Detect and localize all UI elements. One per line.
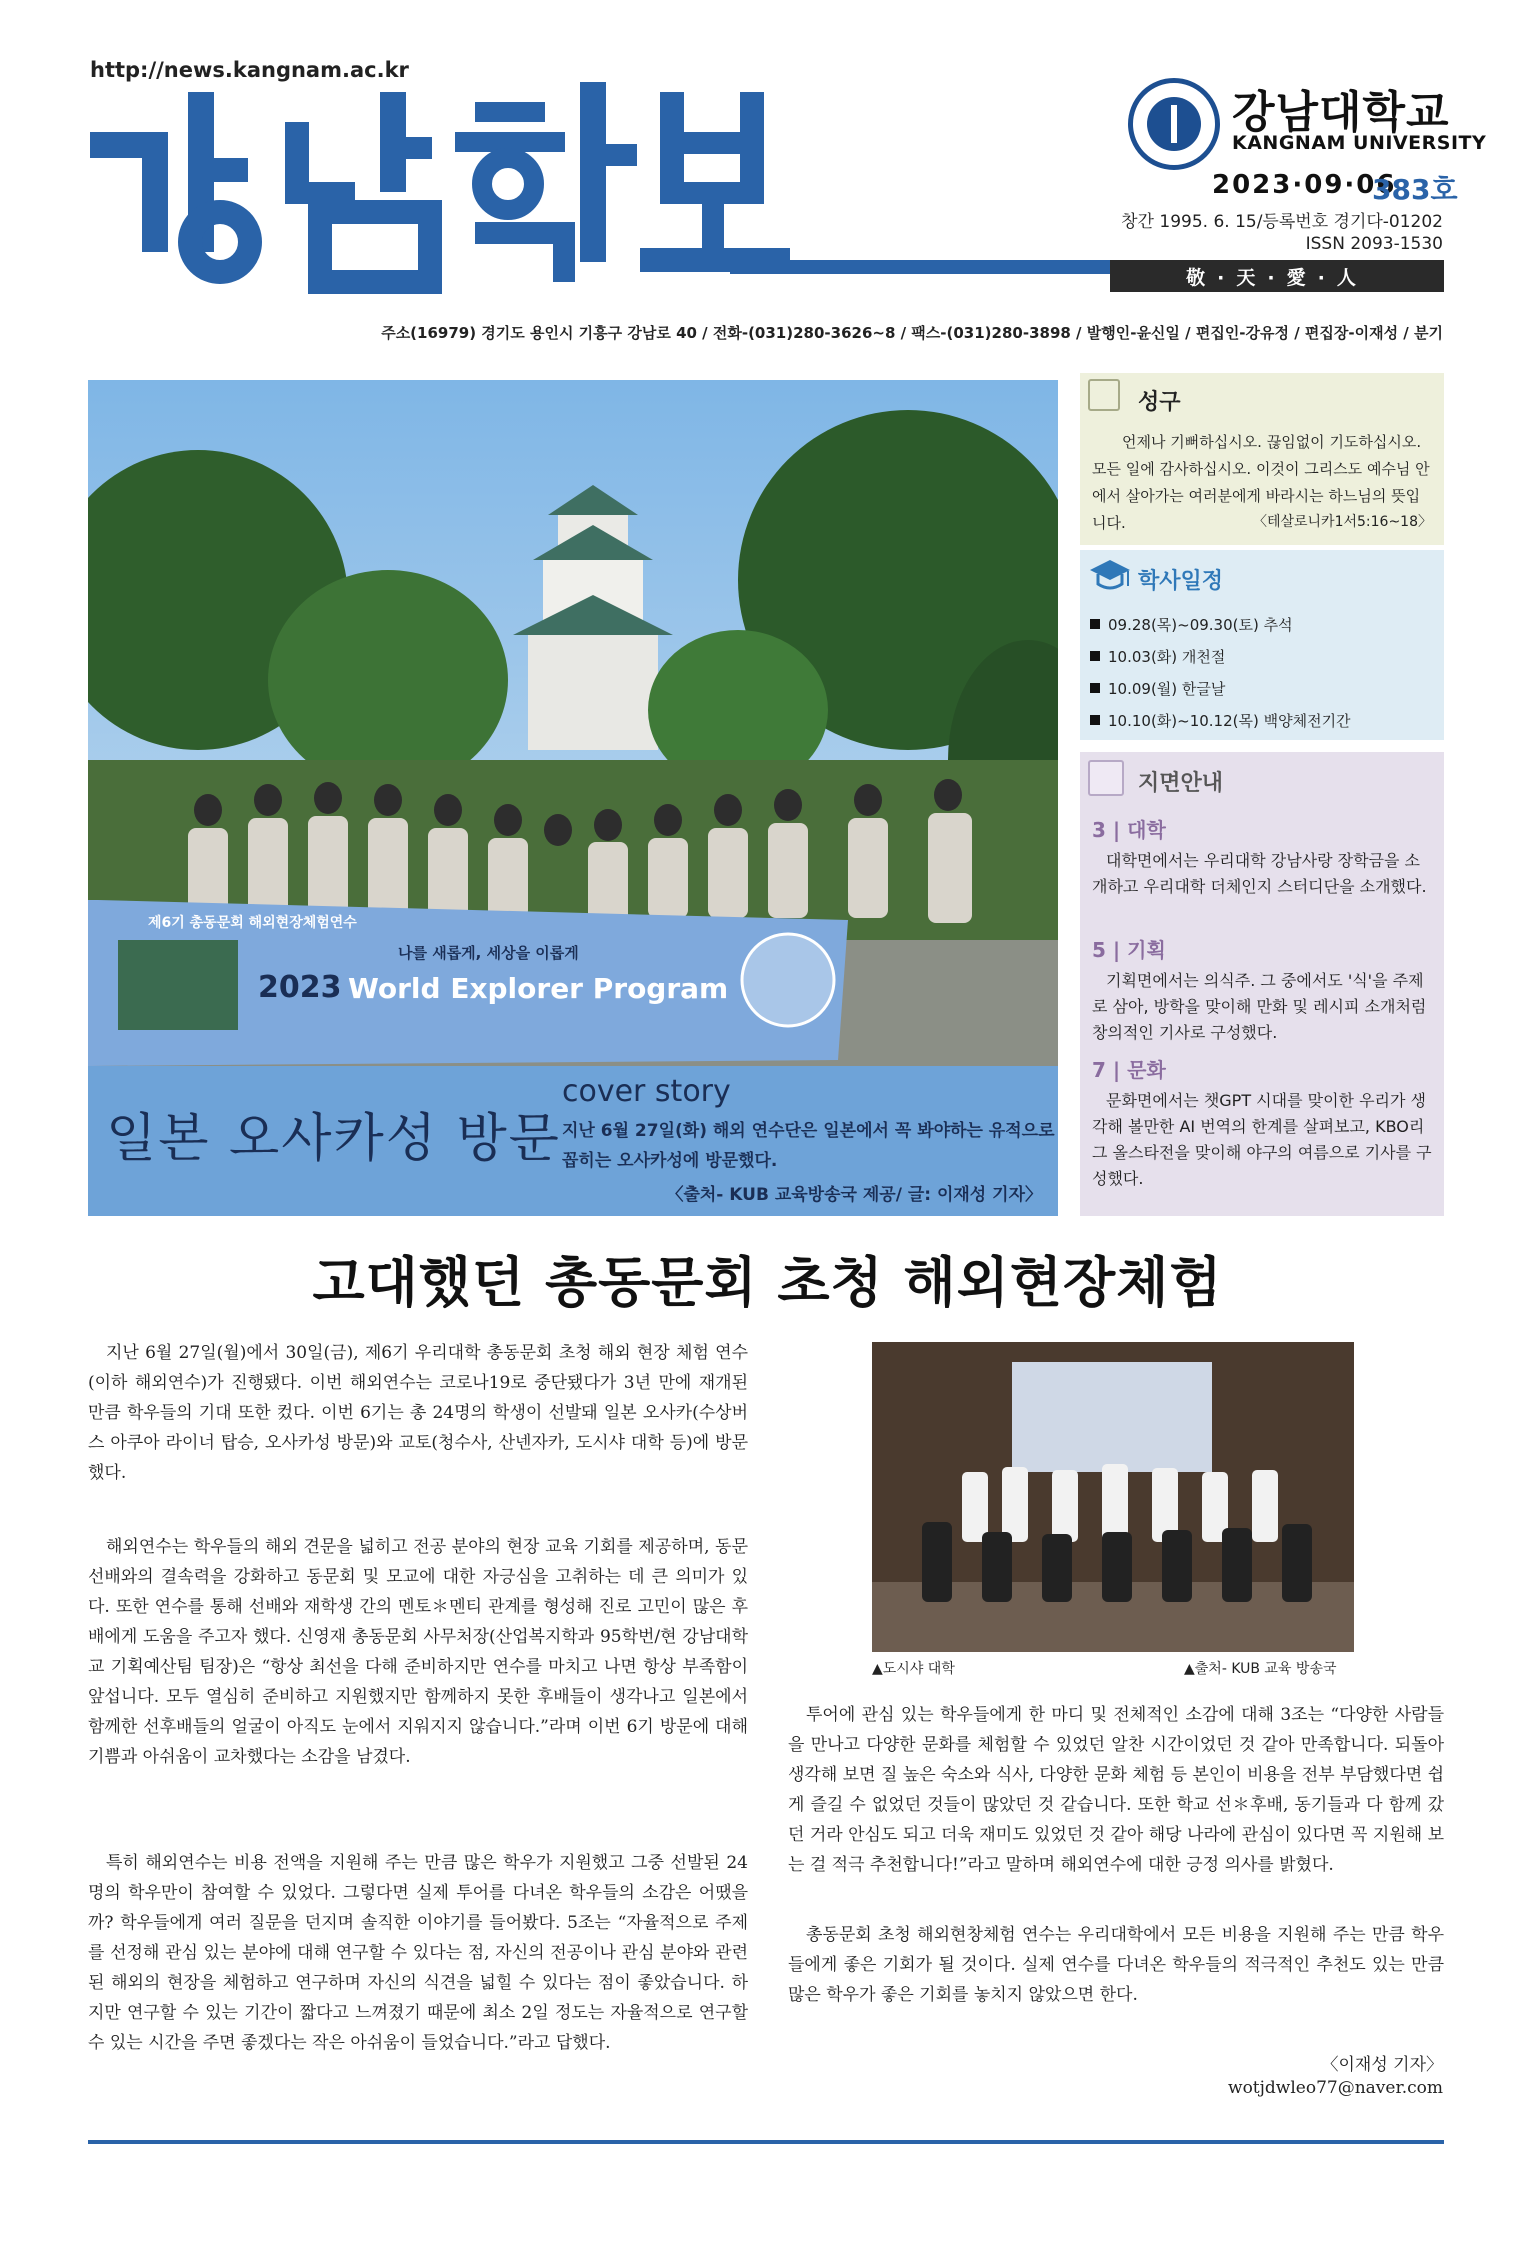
banner-small-text: 제6기 총동문회 해외현장체험연수: [148, 915, 357, 931]
article-paragraph: 지난 6월 27일(월)에서 30일(금), 제6기 우리대학 총동문회 초청 해외 현장 체험 연수(이하 해외연수)가 진행됐다. 이번 해외연수는 코로나19로 중단됐다가 3년 만에 재개된 만큼 학우들의 기대 또한 컸다. 이번 6기는 총 24명의 학생이 선발돼 일본 오사카(수상버스 아쿠아 라이너 탑승, 오사카성 방문)와 교토(청수사, 산넨자카, 도시샤 대학 등)에 방문했다.: [88, 1343, 748, 1483]
guide-section-text: 문화면에서는 챗GPT 시대를 맞이한 우리가 생각해 볼만한 AI 번역의 한계를 살펴보고, KBO리그 올스타전을 맞이해 야구의 여름으로 기사를 구성했다.: [1092, 1091, 1432, 1188]
university-name-en: KANGNAM UNIVERSITY: [1232, 132, 1487, 154]
page-guide-title: 지면안내: [1138, 771, 1224, 796]
issue-date: 2023·09·06: [1212, 170, 1397, 200]
publisher-address: 주소(16979) 경기도 용인시 기흥구 강남로 40 / 전화-(031)280-3626~8 / 팩스-(031)280-3898 / 발행인-윤신일 / 편집인-강유정 / 편집장-이재성 / 분기: [381, 324, 1443, 342]
guide-section-head: 7 | 문화: [1092, 1058, 1166, 1082]
masthead-rule: [730, 260, 1130, 274]
cover-story: [88, 380, 1058, 1216]
motto-bar: 敬·天·愛·人: [1110, 260, 1444, 292]
guide-section-text: 대학면에서는 우리대학 강남사랑 장학금을 소개하고 우리대학 더체인지 스터디단을 소개했다.: [1092, 851, 1427, 896]
verse-box: [1080, 373, 1444, 545]
issue-number: 383호: [1372, 173, 1458, 206]
cover-story-label: cover story: [562, 1074, 731, 1109]
article-paragraph: 특히 해외연수는 비용 전액을 지원해 주는 만큼 많은 학우가 지원했고 그중 선발된 24명의 학우만이 참여할 수 있었다. 그렇다면 실제 투어를 다녀온 학우들의 소감은 어땠을까? 학우들에게 여러 질문을 던지며 솔직한 이야기를 들어봤다. 5조는 “자율적으로 주제를 선정해 관심 있는 분야에 대해 연구할 수 있다는 점, 자신의 전공이나 관심 분야와 관련된 해외의 현장을 체험하고 연구하며 자신의 식견을 넓힐 수 있다는 점이 좋았습니다. 하지만 연구할 수 있는 기간이 짧다고 느껴졌기 때문에 최소 2일 정도는 자율적으로 연구할 수 있는 시간을 주면 좋겠다는 작은 아쉬움이 들었습니다.”라고 답했다.: [88, 1853, 748, 2053]
schedule-item: 10.10(화)~10.12(목) 백양체전기간: [1090, 710, 1351, 731]
article-paragraph: 해외연수는 학우들의 해외 견문을 넓히고 전공 분야의 현장 교육 기회를 제공하며, 동문 선배와의 결속력을 강화하고 동문회 및 모교에 대한 자긍심을 고취하는 데 큰 의미가 있다. 또한 연수를 통해 선배와 재학생 간의 멘토＊멘티 관계를 형성해 진로 고민이 많은 후배에게 도움을 주고자 했다. 신영재 총동문회 사무처장(산업복지학과 95학번/현 강남대학교 기획예산팀 팀장)은 “항상 최선을 다해 준비하지만 연수를 마치고 나면 항상 부족함이 앞섭니다. 모두 열심히 준비하고 지원했지만 함께하지 못한 후배들이 생각나고 일본에서 함께한 선후배들의 얼굴이 아직도 눈에서 지워지지 않습니다.”라며 이번 6기 방문에 대해 기쁨과 아쉬움이 교차했다는 소감을 남겼다.: [88, 1537, 748, 1767]
author-email[interactable]: wotjdwleo77@naver.com: [1228, 2078, 1443, 2098]
article-headline: 고대했던 총동문회 초청 해외현장체험: [312, 1251, 1223, 1314]
book-icon: [1088, 379, 1120, 411]
page-guide-box: [1080, 752, 1444, 1216]
document-icon: [1088, 760, 1124, 796]
verse-title: 성구: [1138, 390, 1181, 415]
university-name-ko: 강남대학교: [1232, 87, 1450, 138]
schedule-item: 09.28(목)~09.30(토) 추석: [1090, 614, 1293, 635]
bottom-rule: [88, 2140, 1444, 2144]
cover-description-line-2: 꼽히는 오사카성에 방문했다.: [562, 1151, 778, 1171]
verse-body: 언제나 기뻐하십시오. 끊임없이 기도하십시오. 모든 일에 감사하십시오. 이것이 그리스도 예수님 안에서 살아가는 여러분에게 바라시는 하느님의 뜻입니다.: [1092, 433, 1430, 532]
cover-photo: [88, 380, 1058, 1066]
cover-caption-panel: [88, 1066, 1058, 1216]
guide-section-head: 5 | 기획: [1092, 938, 1166, 962]
event-photo: [872, 1342, 1354, 1652]
founding-info: 창간 1995. 6. 15/등록번호 경기다-01202: [1121, 212, 1443, 232]
cover-description-line-1: 지난 6월 27일(화) 해외 연수단은 일본에서 꼭 봐야하는 유적으로: [562, 1121, 1055, 1141]
photo-caption-location: ▲도시샤 대학: [872, 1661, 955, 1677]
author-byline: 〈이재성 기자〉: [1321, 2055, 1443, 2075]
article-paragraph: 총동문회 초청 해외현창체험 연수는 우리대학에서 모든 비용을 지원해 주는 만큼 학우들에게 좋은 기회가 될 것이다. 실제 연수를 다녀온 학우들의 적극적인 추천도 있는 만큼 많은 학우가 좋은 기회를 놓치지 않았으면 한다.: [788, 1925, 1444, 2005]
guide-section-text: 기획면에서는 의식주. 그 중에서도 '식'을 주제로 삼아, 방학을 맞이해 만화 및 레시피 소개처럼 창의적인 기사로 구성했다.: [1092, 971, 1427, 1042]
graduation-cap-icon: [1088, 558, 1132, 594]
schedule-item: 10.09(월) 한글날: [1090, 678, 1225, 699]
university-seal-icon: [1128, 78, 1220, 170]
masthead-logo: [80, 62, 800, 302]
banner-sub-text: 나를 새롭게, 세상을 이롭게: [398, 944, 579, 962]
banner-main-text: World Explorer Program: [348, 972, 729, 1005]
schedule-title: 학사일정: [1138, 569, 1224, 594]
photo-caption-source: ▲출처- KUB 교육 방송국: [1184, 1661, 1337, 1677]
guide-section-head: 3 | 대학: [1092, 818, 1166, 842]
cover-title: 일본 오사카성 방문: [106, 1109, 561, 1169]
cover-credit: 〈출처- KUB 교육방송국 제공/ 글: 이재성 기자〉: [666, 1185, 1042, 1205]
site-url[interactable]: http://news.kangnam.ac.kr: [90, 58, 409, 82]
verse-reference: 〈테살로니카1서5:16~18〉: [1252, 514, 1432, 530]
banner-year: 2023: [258, 970, 342, 1005]
issn: ISSN 2093-1530: [1305, 234, 1443, 254]
article-paragraph: 투어에 관심 있는 학우들에게 한 마디 및 전체적인 소감에 대해 3조는 “다양한 사람들을 만나고 다양한 문화를 체험할 수 있었던 알찬 시간이었던 것 같아 만족합니다. 되돌아 생각해 보면 질 높은 숙소와 식사, 다양한 문화 체험 등 본인이 비용을 전부 부담했다면 쉽게 즐길 수 없었던 것들이 많았던 것 같습니다. 또한 학교 선＊후배, 동기들과 다 함께 갔던 거라 안심도 되고 더욱 재미도 있었던 것 같아 해당 나라에 관심이 있다면 꼭 지원해 보는 걸 적극 추천합니다!”라고 말하며 해외연수에 대한 긍정 의사를 밝혔다.: [788, 1705, 1444, 1875]
schedule-item: 10.03(화) 개천절: [1090, 646, 1225, 667]
schedule-box: [1080, 550, 1444, 740]
